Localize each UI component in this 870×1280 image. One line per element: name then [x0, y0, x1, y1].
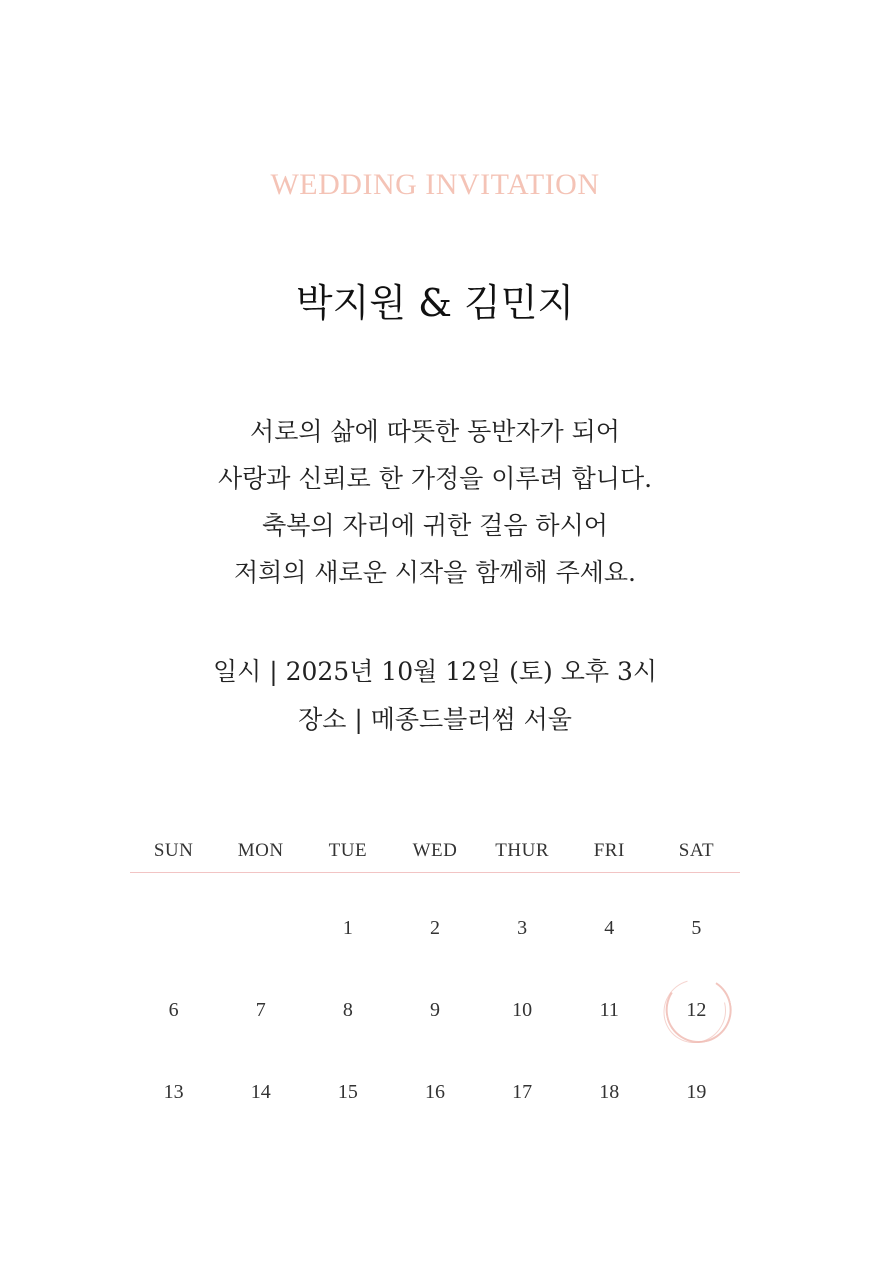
day-number: 2 [429, 916, 440, 939]
calendar-day [304, 1051, 391, 1133]
day-number: 4 [604, 916, 615, 939]
day-number: 3 [517, 916, 528, 939]
calendar-weekday-header [130, 830, 740, 873]
calendar-empty-cell [217, 887, 304, 969]
calendar-day [391, 969, 478, 1051]
calendar-day [304, 887, 391, 969]
invitation-title: WEDDING INVITATION [270, 168, 600, 201]
message-line: 저희의 새로운 시작을 함께해 주세요. [234, 558, 636, 587]
day-number: 12 [686, 998, 707, 1021]
day-number: 19 [686, 1080, 707, 1103]
calendar-day [391, 887, 478, 969]
calendar-day [217, 1051, 304, 1133]
day-number: 16 [424, 1080, 445, 1103]
calendar-empty-cell [130, 887, 217, 969]
calendar-day [130, 969, 217, 1051]
day-number: 13 [163, 1080, 184, 1103]
weekday-label: WED [412, 840, 458, 861]
weekday-label: SUN [153, 840, 194, 861]
day-number: 8 [342, 998, 353, 1021]
calendar-day [479, 969, 566, 1051]
invitation-message [0, 408, 870, 596]
message-line: 축복의 자리에 귀한 걸음 하시어 [262, 511, 608, 540]
calendar-day [566, 969, 653, 1051]
calendar [130, 830, 740, 1133]
day-number: 14 [250, 1080, 271, 1103]
weekday-label: MON [237, 840, 284, 861]
weekday-label: FRI [593, 840, 625, 861]
calendar-day [130, 1051, 217, 1133]
calendar-day [479, 1051, 566, 1133]
weekday-label: SAT [678, 840, 715, 861]
calendar-day [653, 887, 740, 969]
message-line: 사랑과 신뢰로 한 가정을 이루려 합니다. [217, 464, 653, 493]
calendar-day-highlighted [653, 969, 740, 1051]
event-date: 일시 | 2025년 10월 12일 (토) 오후 3시 [212, 657, 658, 686]
message-line: 서로의 삶에 따뜻한 동반자가 되어 [250, 417, 620, 446]
event-venue: 장소 | 메종드블러썸 서울 [298, 705, 572, 734]
day-number: 5 [691, 916, 702, 939]
day-number: 7 [255, 998, 266, 1021]
calendar-day [391, 1051, 478, 1133]
calendar-day [304, 969, 391, 1051]
day-number: 10 [512, 998, 533, 1021]
day-number: 11 [599, 998, 619, 1021]
day-number: 6 [168, 998, 179, 1021]
event-details [0, 648, 870, 744]
calendar-day [566, 887, 653, 969]
day-number: 17 [512, 1080, 533, 1103]
calendar-day [217, 969, 304, 1051]
day-number: 1 [342, 916, 353, 939]
couple-names: 박지원 & 김민지 [295, 281, 575, 325]
day-number: 15 [337, 1080, 358, 1103]
day-number: 18 [599, 1080, 620, 1103]
calendar-day [479, 887, 566, 969]
day-number: 9 [429, 998, 440, 1021]
weekday-label: TUE [328, 840, 368, 861]
calendar-day [653, 1051, 740, 1133]
calendar-day [566, 1051, 653, 1133]
weekday-label: THUR [495, 840, 549, 861]
calendar-grid [130, 887, 740, 1133]
